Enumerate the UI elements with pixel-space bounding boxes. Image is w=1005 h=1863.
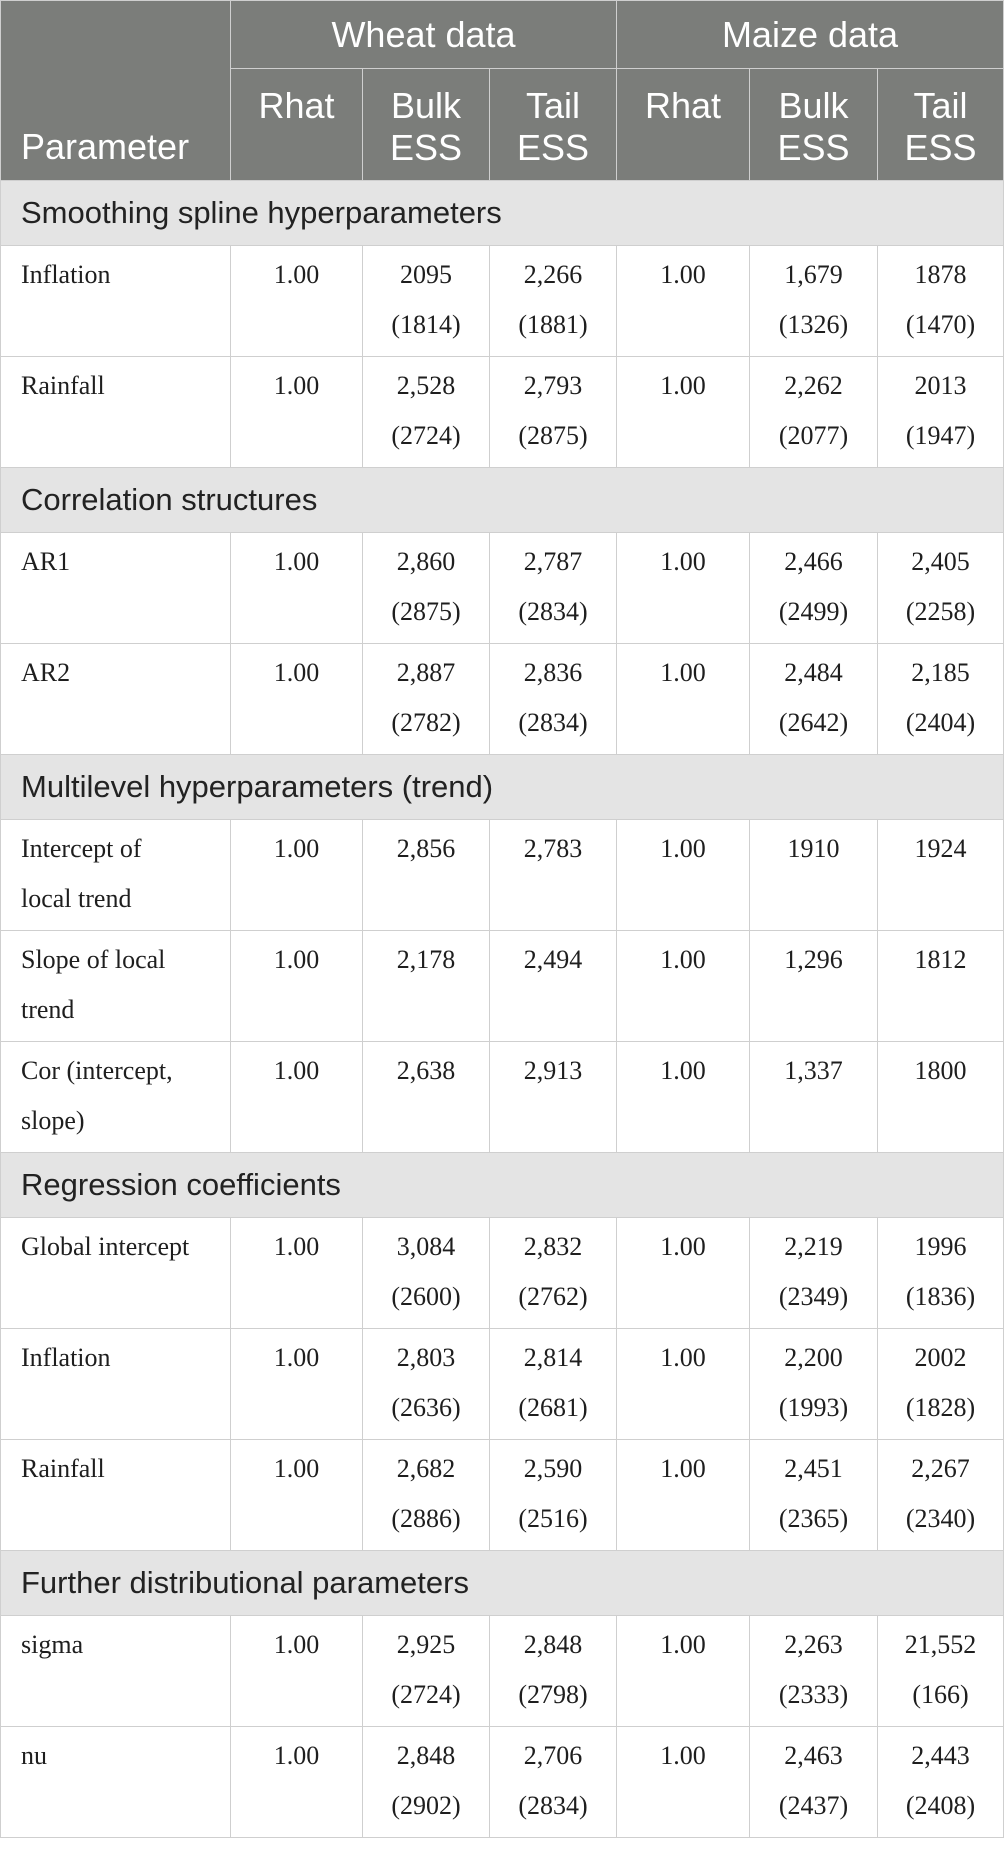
value-cell — [363, 644, 490, 755]
value-secondary: (1828) — [905, 1393, 976, 1422]
value-secondary: (1881) — [518, 310, 588, 339]
value-main: 1.00 — [273, 658, 320, 687]
value-cell — [363, 1218, 490, 1329]
parameter-label — [1, 1218, 231, 1329]
value-cell — [750, 1440, 878, 1551]
value-secondary: (2340) — [905, 1504, 976, 1533]
value-cell — [750, 644, 878, 755]
value-cell — [617, 820, 750, 931]
subcolumn-header-line: Rhat — [258, 85, 335, 126]
value-cell — [363, 931, 490, 1042]
value-cell — [231, 820, 363, 931]
parameter-label-line: local trend — [21, 884, 132, 913]
subcolumn-header-line: ESS — [389, 127, 463, 168]
value-cell — [878, 246, 1004, 357]
value-main: 1.00 — [660, 1741, 706, 1770]
value-cell — [617, 644, 750, 755]
value-cell — [363, 1440, 490, 1551]
section-row — [1, 755, 1004, 820]
value-main: 1.00 — [273, 1232, 320, 1261]
value-cell — [363, 357, 490, 468]
value-cell — [231, 644, 363, 755]
section-row — [1, 1153, 1004, 1218]
value-main: 1.00 — [273, 1056, 320, 1085]
value-main: 1,679 — [784, 260, 843, 289]
parameter-label-line: AR2 — [21, 658, 71, 687]
value-main: 2,267 — [911, 1454, 970, 1483]
value-main: 2,925 — [396, 1630, 456, 1659]
value-cell — [878, 820, 1004, 931]
subcolumn-header-line: ESS — [904, 127, 977, 168]
value-main: 2,682 — [396, 1454, 456, 1483]
value-secondary: (2499) — [778, 597, 849, 626]
value-cell — [231, 1616, 363, 1727]
parameter-label-line: Cor (intercept, — [21, 1056, 173, 1085]
value-cell — [878, 1042, 1004, 1153]
value-main: 2,451 — [784, 1454, 843, 1483]
value-secondary: (2077) — [778, 421, 849, 450]
value-main: 2,494 — [523, 945, 583, 974]
value-cell — [878, 931, 1004, 1042]
value-main: 2,787 — [523, 547, 583, 576]
value-main: 1996 — [914, 1232, 967, 1261]
header-group-row — [1, 1, 1004, 69]
value-main: 2,913 — [523, 1056, 583, 1085]
parameter-label — [1, 246, 231, 357]
section-title: Further distributional parameters — [1, 1551, 1004, 1616]
value-main: 1.00 — [660, 1056, 706, 1085]
table-row — [1, 1218, 1004, 1329]
value-main: 2,266 — [523, 260, 583, 289]
value-secondary: (2600) — [391, 1282, 461, 1311]
value-secondary: (2258) — [905, 597, 976, 626]
value-secondary: (2349) — [778, 1282, 849, 1311]
section-title: Regression coefficients — [1, 1153, 1004, 1218]
value-main: 21,552 — [904, 1630, 977, 1659]
value-main: 2,638 — [396, 1056, 456, 1085]
value-cell — [878, 1616, 1004, 1727]
value-main: 1.00 — [273, 1741, 320, 1770]
value-cell — [750, 1218, 878, 1329]
parameter-label — [1, 931, 231, 1042]
value-main: 1878 — [914, 260, 967, 289]
value-main: 1.00 — [660, 658, 706, 687]
value-secondary: (2642) — [778, 708, 849, 737]
value-cell — [750, 1616, 878, 1727]
section-title: Smoothing spline hyperparameters — [1, 181, 1004, 246]
value-main: 1.00 — [660, 1232, 706, 1261]
value-cell — [750, 533, 878, 644]
value-main: 2,590 — [523, 1454, 583, 1483]
parameter-label-line: Rainfall — [21, 371, 105, 400]
section-row — [1, 468, 1004, 533]
value-main: 1,296 — [784, 945, 843, 974]
value-cell — [490, 1218, 617, 1329]
value-main: 2,185 — [911, 658, 970, 687]
value-cell — [490, 1042, 617, 1153]
value-secondary: (2636) — [391, 1393, 461, 1422]
value-main: 1812 — [914, 945, 967, 974]
value-main: 2,706 — [523, 1741, 583, 1770]
value-cell — [490, 1440, 617, 1551]
value-main: 1.00 — [273, 834, 320, 863]
subcolumn-header — [617, 69, 750, 181]
value-cell — [750, 1329, 878, 1440]
value-secondary: (2834) — [518, 1791, 588, 1820]
value-secondary: (2724) — [391, 421, 461, 450]
value-main: 1924 — [914, 834, 967, 863]
table-row — [1, 533, 1004, 644]
table-row — [1, 1616, 1004, 1727]
value-main: 2,484 — [784, 658, 843, 687]
value-cell — [231, 357, 363, 468]
table-row — [1, 644, 1004, 755]
value-main: 1.00 — [660, 945, 706, 974]
value-secondary: (166) — [912, 1680, 969, 1709]
value-main: 1.00 — [660, 1630, 706, 1659]
value-secondary: (2834) — [518, 597, 588, 626]
value-main: 1,337 — [784, 1056, 843, 1085]
subcolumn-header-line: Tail — [913, 85, 968, 126]
subcolumn-header — [750, 69, 878, 181]
value-secondary: (1814) — [391, 310, 461, 339]
value-main: 3,084 — [396, 1232, 456, 1261]
value-main: 2,848 — [396, 1741, 456, 1770]
value-main: 1910 — [787, 834, 840, 863]
value-main: 2,178 — [396, 945, 456, 974]
value-secondary: (2798) — [518, 1680, 588, 1709]
value-secondary: (2681) — [518, 1393, 588, 1422]
value-main: 1800 — [914, 1056, 967, 1085]
parameter-label — [1, 644, 231, 755]
value-main: 1.00 — [273, 371, 320, 400]
value-main: 1.00 — [273, 547, 320, 576]
subcolumn-header-line: ESS — [777, 127, 850, 168]
parameter-label — [1, 533, 231, 644]
value-main: 2,856 — [396, 834, 456, 863]
section-row — [1, 181, 1004, 246]
value-main: 2013 — [914, 371, 967, 400]
section-row — [1, 1551, 1004, 1616]
subcolumn-header-line: Rhat — [644, 85, 722, 126]
value-cell — [750, 246, 878, 357]
value-main: 2,814 — [523, 1343, 583, 1372]
parameter-label-line: Inflation — [21, 1343, 111, 1372]
parameter-label — [1, 1727, 231, 1838]
value-cell — [231, 533, 363, 644]
parameter-label-line: AR1 — [21, 547, 71, 576]
value-secondary: (2365) — [778, 1504, 849, 1533]
value-main: 2,793 — [523, 371, 583, 400]
value-cell — [878, 357, 1004, 468]
value-secondary: (1947) — [905, 421, 976, 450]
value-main: 2,443 — [911, 1741, 970, 1770]
subcolumn-header — [231, 69, 363, 181]
value-cell — [363, 1727, 490, 1838]
value-main: 1.00 — [273, 1630, 320, 1659]
value-cell — [490, 1616, 617, 1727]
value-main: 2,263 — [784, 1630, 843, 1659]
table-row — [1, 1440, 1004, 1551]
value-cell — [750, 820, 878, 931]
value-main: 2,803 — [396, 1343, 456, 1372]
value-main: 1.00 — [273, 1454, 320, 1483]
value-cell — [231, 1440, 363, 1551]
parameter-label-line: nu — [21, 1741, 47, 1770]
value-secondary: (1993) — [778, 1393, 849, 1422]
table-row — [1, 1727, 1004, 1838]
value-main: 1.00 — [660, 547, 706, 576]
value-secondary: (2404) — [905, 708, 976, 737]
parameter-label-line: Rainfall — [21, 1454, 105, 1483]
value-cell — [878, 1440, 1004, 1551]
value-cell — [617, 1042, 750, 1153]
value-cell — [231, 1218, 363, 1329]
value-cell — [617, 1440, 750, 1551]
value-secondary: (1470) — [905, 310, 976, 339]
value-secondary: (2902) — [391, 1791, 461, 1820]
parameter-label — [1, 1440, 231, 1551]
value-cell — [750, 1727, 878, 1838]
value-secondary: (1326) — [778, 310, 849, 339]
value-secondary: (2408) — [905, 1791, 976, 1820]
value-cell — [231, 1727, 363, 1838]
value-main: 2,463 — [784, 1741, 843, 1770]
value-cell — [878, 644, 1004, 755]
value-cell — [363, 1616, 490, 1727]
value-cell — [750, 1042, 878, 1153]
parameter-header: Parameter — [1, 1, 231, 181]
value-main: 2,200 — [784, 1343, 843, 1372]
section-title: Multilevel hyperparameters (trend) — [1, 755, 1004, 820]
table-row — [1, 357, 1004, 468]
section-title: Correlation structures — [1, 468, 1004, 533]
subcolumn-header-line: Bulk — [778, 85, 849, 126]
value-cell — [363, 1329, 490, 1440]
value-cell — [231, 246, 363, 357]
value-cell — [617, 533, 750, 644]
value-cell — [617, 1329, 750, 1440]
value-cell — [750, 931, 878, 1042]
value-main: 2095 — [400, 260, 452, 289]
value-secondary: (2875) — [518, 421, 588, 450]
subcolumn-header — [878, 69, 1004, 181]
value-secondary: (2875) — [391, 597, 461, 626]
value-main: 2,262 — [784, 371, 843, 400]
value-main: 2,219 — [784, 1232, 843, 1261]
value-main: 1.00 — [660, 834, 706, 863]
value-secondary: (2516) — [518, 1504, 588, 1533]
value-cell — [490, 357, 617, 468]
value-cell — [490, 246, 617, 357]
value-main: 2,860 — [396, 547, 456, 576]
value-cell — [490, 820, 617, 931]
value-cell — [231, 1329, 363, 1440]
value-cell — [878, 1727, 1004, 1838]
value-cell — [231, 1042, 363, 1153]
value-cell — [490, 533, 617, 644]
value-secondary: (1836) — [905, 1282, 976, 1311]
value-main: 1.00 — [273, 1343, 320, 1372]
value-secondary: (2762) — [518, 1282, 588, 1311]
value-secondary: (2782) — [391, 708, 461, 737]
value-secondary: (2834) — [518, 708, 588, 737]
value-cell — [617, 1727, 750, 1838]
value-cell — [878, 533, 1004, 644]
parameter-label-line: Global intercept — [21, 1232, 190, 1261]
value-cell — [617, 357, 750, 468]
value-cell — [363, 1042, 490, 1153]
table-row — [1, 1042, 1004, 1153]
subcolumn-header — [363, 69, 490, 181]
value-cell — [617, 931, 750, 1042]
value-secondary: (2724) — [391, 1680, 461, 1709]
parameter-label — [1, 820, 231, 931]
value-main: 1.00 — [273, 945, 320, 974]
value-secondary: (2333) — [778, 1680, 849, 1709]
parameter-label — [1, 1042, 231, 1153]
value-main: 2,887 — [396, 658, 456, 687]
parameter-label-line: Inflation — [21, 260, 111, 289]
parameter-label-line: Intercept of — [21, 834, 142, 863]
value-main: 1.00 — [660, 1343, 706, 1372]
table-header — [1, 1, 1004, 181]
value-main: 2,832 — [523, 1232, 583, 1261]
parameter-label-line: Slope of local — [21, 945, 166, 974]
table-row — [1, 931, 1004, 1042]
value-cell — [878, 1218, 1004, 1329]
value-main: 1.00 — [273, 260, 320, 289]
value-main: 2002 — [914, 1343, 967, 1372]
value-cell — [490, 1329, 617, 1440]
parameter-label — [1, 1616, 231, 1727]
subcolumn-header-line: Tail — [525, 85, 581, 126]
value-cell — [750, 357, 878, 468]
subcolumn-header-line: ESS — [516, 127, 590, 168]
maize-data-header: Maize data — [617, 1, 1004, 69]
parameter-label-line: slope) — [21, 1106, 85, 1135]
value-main: 2,405 — [911, 547, 970, 576]
subcolumn-header-line: Bulk — [390, 85, 462, 126]
value-cell — [617, 1218, 750, 1329]
value-main: 1.00 — [660, 260, 706, 289]
value-main: 2,848 — [523, 1630, 583, 1659]
table-row — [1, 820, 1004, 931]
value-cell — [363, 246, 490, 357]
parameter-label-line: trend — [21, 995, 75, 1024]
value-cell — [363, 820, 490, 931]
parameter-label — [1, 357, 231, 468]
value-main: 1.00 — [660, 1454, 706, 1483]
wheat-data-header: Wheat data — [231, 1, 617, 69]
value-secondary: (2437) — [778, 1791, 849, 1820]
value-secondary: (2886) — [391, 1504, 461, 1533]
table-row — [1, 246, 1004, 357]
value-cell — [490, 931, 617, 1042]
value-main: 2,836 — [523, 658, 583, 687]
value-main: 2,783 — [523, 834, 583, 863]
parameter-label-line: sigma — [21, 1630, 84, 1659]
value-cell — [363, 533, 490, 644]
value-cell — [878, 1329, 1004, 1440]
value-main: 2,528 — [396, 371, 456, 400]
value-cell — [617, 1616, 750, 1727]
subcolumn-header — [490, 69, 617, 181]
value-cell — [231, 931, 363, 1042]
value-cell — [490, 644, 617, 755]
value-cell — [617, 246, 750, 357]
value-cell — [490, 1727, 617, 1838]
parameter-label — [1, 1329, 231, 1440]
table-body — [1, 181, 1004, 1838]
table-row — [1, 1329, 1004, 1440]
value-main: 2,466 — [784, 547, 843, 576]
value-main: 1.00 — [660, 371, 706, 400]
